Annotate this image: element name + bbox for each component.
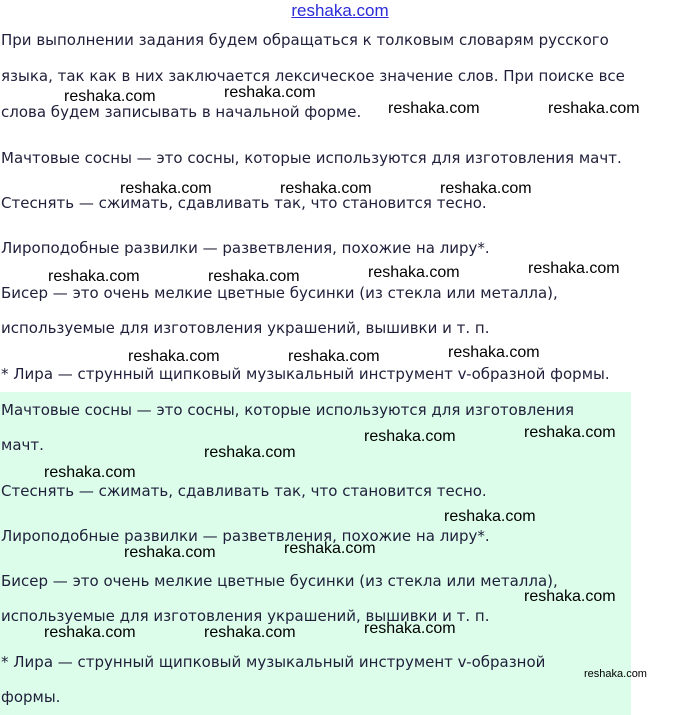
watermark: reshaka.com — [120, 180, 212, 197]
answer-line-6: используемые для изготовления украшений, вышивки и т. п. — [1, 607, 490, 625]
watermark: reshaka.com — [444, 508, 536, 525]
watermark: reshaka.com — [448, 344, 540, 361]
watermark: reshaka.com — [224, 84, 316, 101]
watermark: reshaka.com — [548, 100, 640, 117]
watermark: reshaka.com — [44, 464, 136, 481]
watermark: reshaka.com — [288, 348, 380, 365]
watermark: reshaka.com — [64, 88, 156, 105]
answer-line-1: Мачтовые сосны — это сосны, которые используются для изготовления — [1, 401, 575, 419]
answer-line-2: мачт. — [1, 436, 44, 454]
watermark: reshaka.com — [584, 668, 647, 680]
site-logo-link[interactable]: reshaka.com — [291, 1, 389, 20]
watermark: reshaka.com — [528, 260, 620, 277]
watermark: reshaka.com — [44, 624, 136, 641]
watermark: reshaka.com — [280, 180, 372, 197]
definition-beads-2: используемые для изготовления украшений, вышивки и т. п. — [1, 319, 490, 337]
watermark: reshaka.com — [364, 620, 456, 637]
answer-line-7: * Лира — струнный щипковый музыкальный инструмент v-образной — [1, 653, 546, 671]
watermark: reshaka.com — [364, 428, 456, 445]
footnote-lyre: * Лира — струнный щипковый музыкальный инструмент v-образной формы. — [1, 365, 610, 383]
intro-line-2: языка, так как в них заключается лексическое значение слов. При поиске все — [1, 67, 625, 85]
intro-line-3: слова будем записывать в начальной форме. — [1, 103, 362, 121]
watermark: reshaka.com — [204, 444, 296, 461]
definition-lyre-forks: Лироподобные развилки — разветвления, похожие на лиру*. — [1, 239, 490, 257]
intro-line-1: При выполнении задания будем обращаться к толковым словарям русского — [1, 31, 609, 49]
answer-line-3: Стеснять — сжимать, сдавливать так, что становится тесно. — [1, 482, 487, 500]
watermark: reshaka.com — [208, 268, 300, 285]
watermark: reshaka.com — [284, 540, 376, 557]
definition-constrain: Стеснять — сжимать, сдавливать так, что становится тесно. — [1, 194, 487, 212]
watermark: reshaka.com — [128, 348, 220, 365]
answer-line-8: формы. — [1, 688, 61, 706]
answer-line-5: Бисер — это очень мелкие цветные бусинки (из стекла или металла), — [1, 572, 558, 590]
watermark: reshaka.com — [48, 268, 140, 285]
watermark: reshaka.com — [524, 588, 616, 605]
watermark: reshaka.com — [388, 100, 480, 117]
answer-line-4: Лироподобные развилки — разветвления, похожие на лиру*. — [1, 527, 490, 545]
watermark: reshaka.com — [524, 424, 616, 441]
definition-beads-1: Бисер — это очень мелкие цветные бусинки (из стекла или металла), — [1, 284, 558, 302]
watermark: reshaka.com — [204, 624, 296, 641]
watermark: reshaka.com — [440, 180, 532, 197]
watermark: reshaka.com — [124, 544, 216, 561]
watermark: reshaka.com — [368, 264, 460, 281]
definition-mast-pines: Мачтовые сосны — это сосны, которые используются для изготовления мачт. — [1, 149, 622, 167]
